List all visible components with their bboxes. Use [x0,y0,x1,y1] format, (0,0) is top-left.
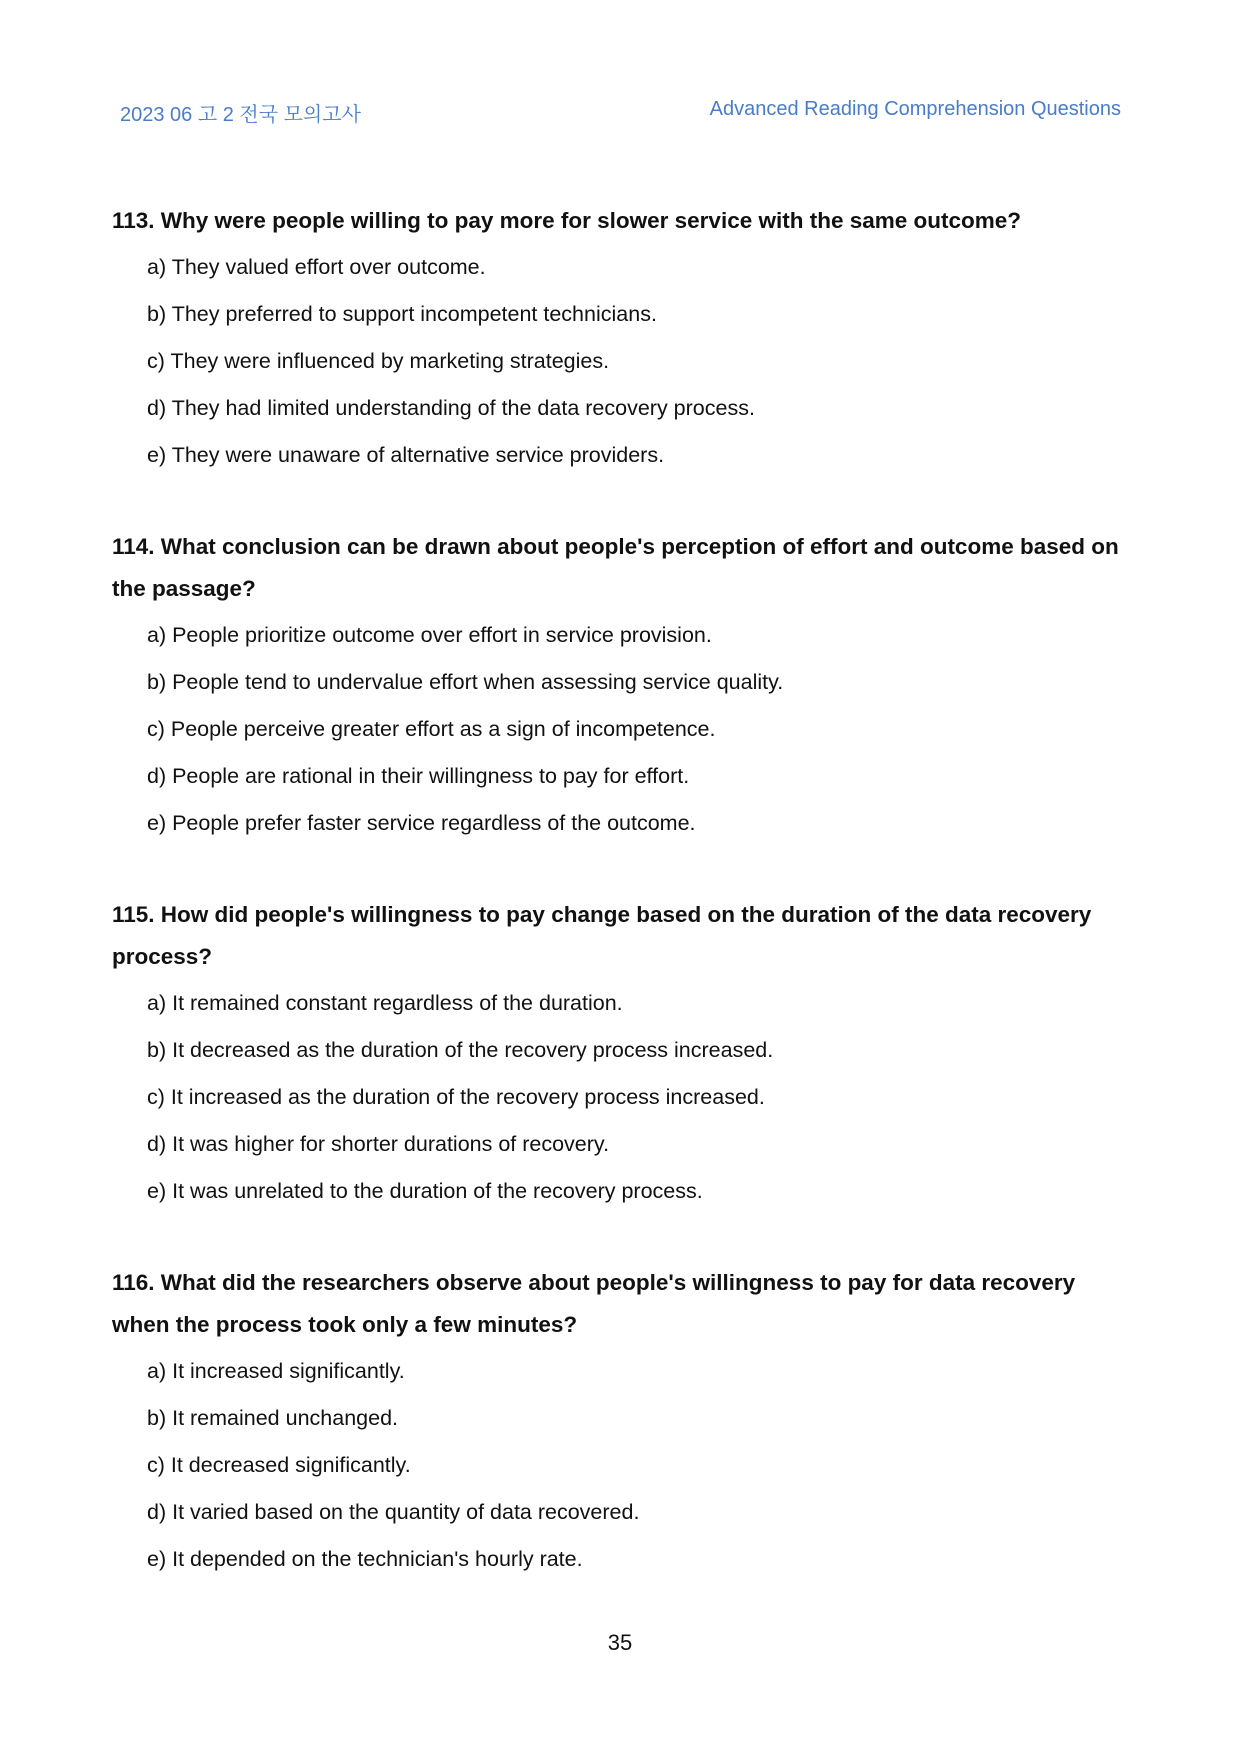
section-title: Advanced Reading Comprehension Questions [709,98,1121,120]
option-list [112,1348,1130,1583]
option-e: e) People prefer faster service regardless of the outcome. [147,811,696,835]
option-c: c) People perceive greater effort as a sign of incompetence. [147,717,716,741]
question-list [112,200,1130,1630]
option-e: e) It depended on the technician's hourly rate. [147,1547,583,1571]
question-title: 114. What conclusion can be drawn about people's perception of effort and outcome based on the passage? [112,534,1119,601]
exam-title: 2023 06 고 2 전국 모의고사 [120,104,361,126]
option-b: b) It decreased as the duration of the recovery process increased. [147,1038,774,1062]
option-list [112,980,1130,1215]
question-113 [112,200,1130,479]
option-list [112,244,1130,479]
option-c: c) It decreased significantly. [147,1453,411,1477]
option-a: a) People prioritize outcome over effort in service provision. [147,623,712,647]
option-d: d) It was higher for shorter durations of recovery. [147,1132,610,1156]
option-d: d) People are rational in their willingness to pay for effort. [147,764,690,788]
page-header [120,98,1121,128]
option-c: c) It increased as the duration of the recovery process increased. [147,1085,765,1109]
option-b: b) People tend to undervalue effort when assessing service quality. [147,670,784,694]
option-d: d) It varied based on the quantity of data recovered. [147,1500,640,1524]
option-list [112,612,1130,847]
question-115 [112,894,1130,1215]
question-116 [112,1262,1130,1583]
option-e: e) It was unrelated to the duration of the recovery process. [147,1179,703,1203]
option-e: e) They were unaware of alternative service providers. [147,443,665,467]
question-title: 116. What did the researchers observe about people's willingness to pay for data recovery when the process took only a few minutes? [112,1270,1076,1337]
option-a: a) It remained constant regardless of the duration. [147,991,623,1015]
option-b: b) They preferred to support incompetent technicians. [147,302,657,326]
page-number: 35 [607,1630,633,1655]
option-b: b) It remained unchanged. [147,1406,398,1430]
option-d: d) They had limited understanding of the data recovery process. [147,396,755,420]
question-114 [112,526,1130,847]
option-a: a) It increased significantly. [147,1359,405,1383]
question-title: 113. Why were people willing to pay more for slower service with the same outcome? [112,208,1022,233]
option-a: a) They valued effort over outcome. [147,255,486,279]
question-title: 115. How did people's willingness to pay change based on the duration of the data recovery process? [112,902,1092,969]
option-c: c) They were influenced by marketing strategies. [147,349,610,373]
